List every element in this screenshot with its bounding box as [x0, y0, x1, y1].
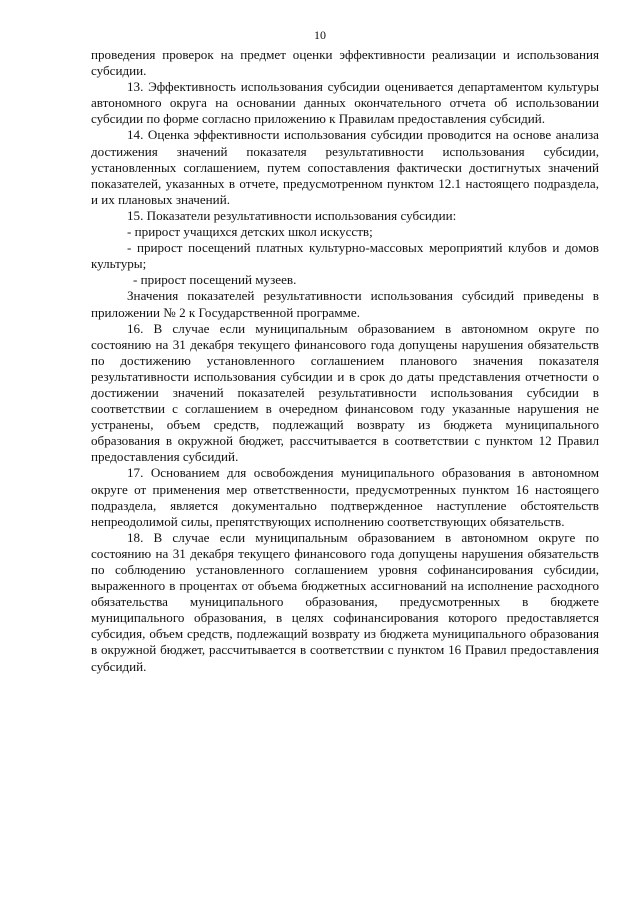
- paragraph-16: 16. В случае если муниципальным образованием в автономном округе по состоянию на 31 декабря текущего финансового года допущены нарушения обязательств по достижению установленного соглашением планового значения показателя результативности использования субсидии и в срок до даты представления отчетности о достижении значений показателей результативности использования субсидии в соответствии с соглашением в очередном финансовом году указанные нарушения не устранены, объем средств, подлежащий возврату из бюджета муниципального образования в окружной бюджет, рассчитывается в соответствии с пунктом 12 Правил предоставления субсидий.: [91, 320, 599, 465]
- paragraph-15: 15. Показатели результативности использования субсидии:: [127, 207, 457, 223]
- document-body: [91, 47, 599, 675]
- paragraph-indicator-values: Значения показателей результативности использования субсидий приведены в приложении № 2 к Государственной программе.: [91, 288, 599, 320]
- paragraph-continuation: проведения проверок на предмет оценки эффективности реализации и использования субсидии.: [91, 47, 599, 79]
- list-item-schools: - прирост учащихся детских школ искусств;: [127, 224, 373, 240]
- paragraph-14: 14. Оценка эффективности использования субсидии проводится на основе анализа достижения значений показателя результативности использования субсидии, установленных соглашением, путем сопоставления фактически достигнутых значений показателей, указанных в отчете, предусмотренном пунктом 12.1 настоящего подраздела, и их плановых значений.: [91, 127, 599, 207]
- list-item-clubs: - прирост посещений платных культурно-массовых мероприятий клубов и домов культуры;: [91, 240, 599, 272]
- paragraph-13: 13. Эффективность использования субсидии оценивается департаментом культуры автономного округа на основании данных окончательного отчета об использовании субсидии по форме согласно приложению к Правилам предоставления субсидий.: [91, 79, 599, 127]
- page-number: 10: [314, 28, 326, 42]
- list-item-museums: - прирост посещений музеев.: [133, 272, 297, 288]
- paragraph-17: 17. Основанием для освобождения муниципального образования в автономном округе от применения мер ответственности, предусмотренных пунктом 16 настоящего подраздела, является документально подтвержденное наступление обстоятельств непреодолимой силы, препятствующих исполнению соответствующих обязательств.: [91, 465, 599, 529]
- paragraph-18: 18. В случае если муниципальным образованием в автономном округе по состоянию на 31 декабря текущего финансового года допущены нарушения обязательств по соблюдению установленного соглашением уровня софинансирования субсидии, выраженного в процентах от объема бюджетных ассигнований на исполнение расходного обязательства муниципального образования, предусмотренных в бюджете муниципального образования, в целях софинансирования которого предоставляется субсидия, объем средств, подлежащий возврату из бюджета муниципального образования в окружной бюджет, рассчитывается в соответствии с пунктом 16 Правил предоставления субсидий.: [91, 529, 599, 674]
